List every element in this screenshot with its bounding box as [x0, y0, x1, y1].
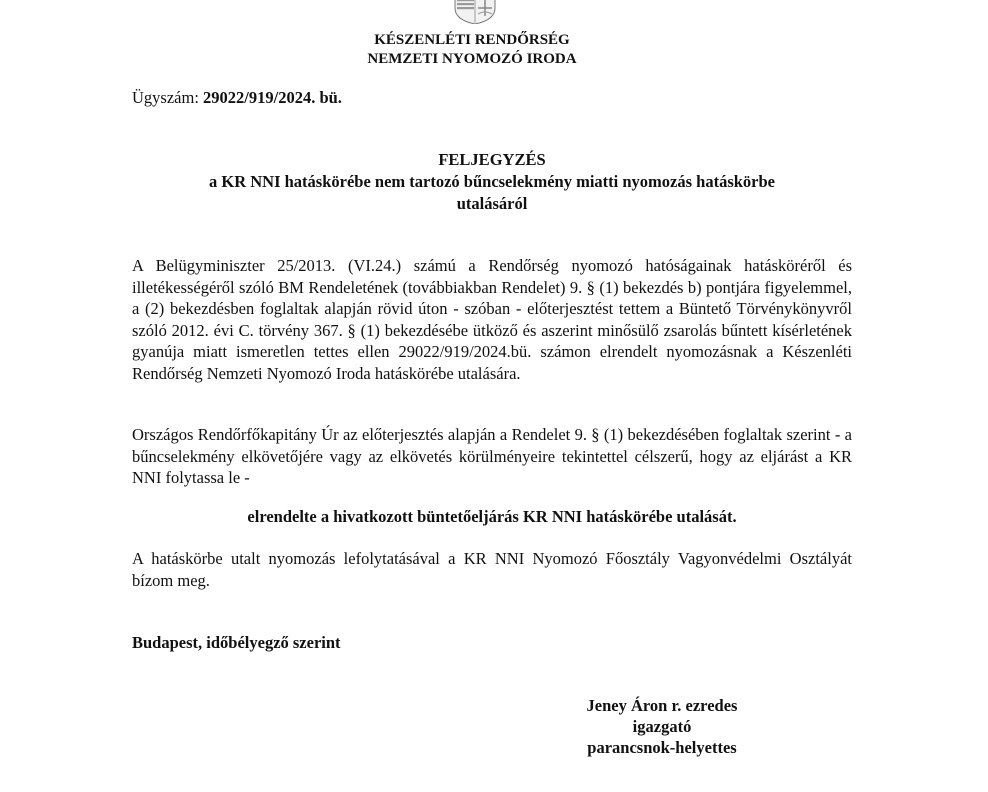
- body-paragraph-2: Országos Rendőrfőkapitány Úr az előterjesztés alapján a Rendelet 9. § (1) bekezdésében foglaltak szerint - a bűncselekmény elkövetőjére vagy az elkövetés körülményeire tekintettel célszerű, hogy az eljárást a KR NNI folytassa le -: [132, 425, 852, 487]
- document-title-block: [132, 149, 852, 215]
- signature-block: [560, 695, 764, 758]
- decision-statement: elrendelte a hivatkozott büntetőeljárás KR NNI hatáskörébe utalását.: [247, 507, 737, 526]
- document-subtitle-line1: a KR NNI hatáskörébe nem tartozó bűncselekmény miatti nyomozás hatáskörbe: [208, 172, 775, 191]
- header-department: NEMZETI NYOMOZÓ IRODA: [367, 51, 577, 67]
- case-number: [132, 88, 342, 108]
- signatory-title: igazgató: [632, 717, 692, 736]
- header-organization: KÉSZENLÉTI RENDŐRSÉG: [374, 32, 570, 48]
- body-paragraph-3: A hatáskörbe utalt nyomozás lefolytatásával a KR NNI Nyomozó Főosztály Vagyonvédelmi Osztályát bízom meg.: [132, 549, 852, 590]
- signatory-name: Jeney Áron r. ezredes: [586, 696, 738, 715]
- coat-of-arms-icon: [452, 0, 498, 24]
- case-number-label: Ügyszám:: [132, 88, 204, 107]
- document-title: FELJEGYZÉS: [438, 150, 546, 169]
- place-and-date: Budapest, időbélyegző szerint: [132, 633, 341, 652]
- case-number-value: 29022/919/2024. bü.: [203, 88, 342, 107]
- document-subtitle-line2: utalásáról: [456, 194, 528, 213]
- signatory-role: parancsnok-helyettes: [587, 738, 737, 757]
- body-paragraph-1: A Belügyminiszter 25/2013. (VI.24.) számú a Rendőrség nyomozó hatóságainak hatásköréről és illetékességéről szóló BM Rendeletének (továbbiakban Rendelet) 9. § (1) bekezdés b) pontjára figyelemmel, a (2) bekezdésben foglaltak alapján rövid úton - szóban - előterjesztést tettem a Büntető Törvénykönyvről szóló 2012. évi C. törvény 367. § (1) bekezdésébe ütköző és aszerint minősülő zsarolás bűntett kísérletének gyanúja miatt ismeretlen tettes ellen 29022/919/2024.bü. számon elrendelt nyomozásnak a Készenléti Rendőrség Nemzeti Nyomozó Iroda hatáskörébe utalására.: [132, 256, 852, 383]
